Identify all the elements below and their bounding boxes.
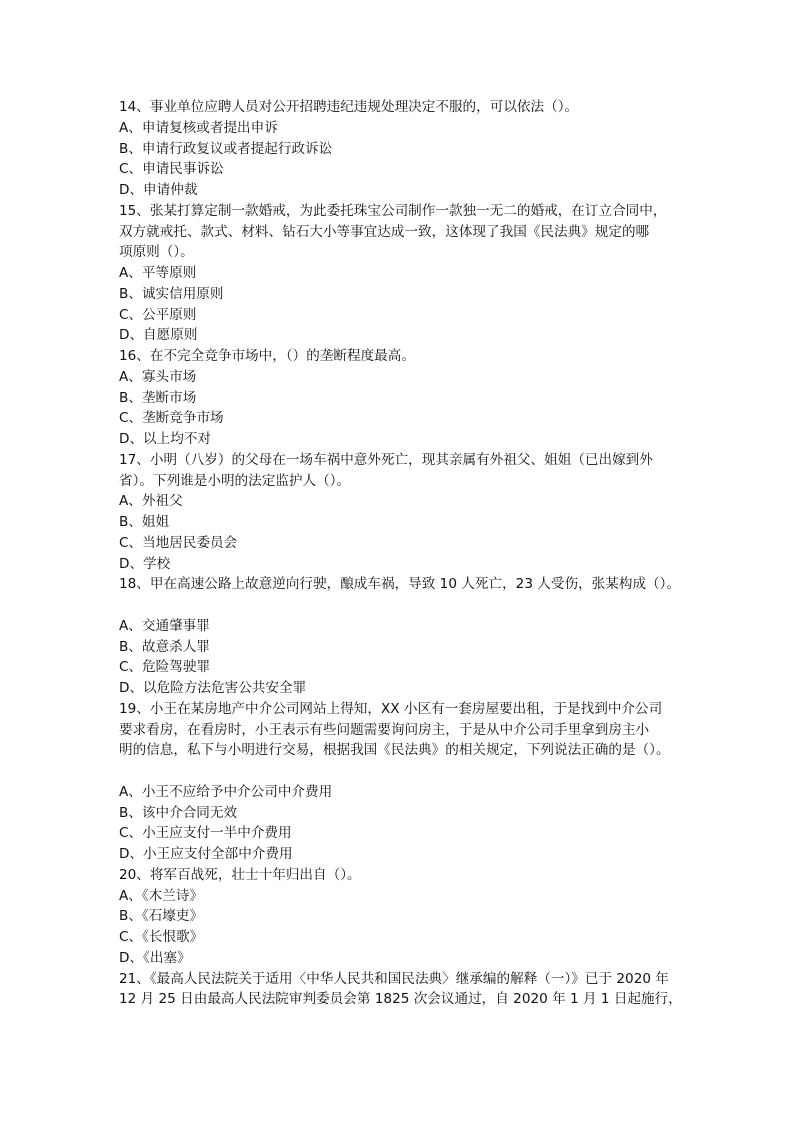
question-block: [119, 346, 699, 450]
question-block: [119, 97, 699, 201]
question-stem-line: 12 月 25 日由最高人民法院审判委员会第 1825 次会议通过，自 2020 年 1 月 1 日起施行，: [119, 991, 682, 1008]
question-stem-line: 15、张某打算定制一款婚戒，为此委托珠宝公司制作一款独一无二的婚戒，在订立合同中，: [119, 202, 667, 219]
answer-option: C、危险驾驶罪: [119, 659, 211, 676]
question-stem-line: 18、甲在高速公路上故意逆向行驶，酿成车祸，导致 10 人死亡，23 人受伤，张某构成（）。: [119, 576, 681, 593]
answer-option: B、《石壕吏》: [119, 908, 204, 925]
question-stem-line: 明的信息，私下与小明进行交易，根据我国《民法典》的相关规定，下列说法正确的是（）。: [119, 742, 670, 759]
answer-option: D、《出塞》: [119, 949, 191, 966]
answer-option: A、寡头市场: [119, 368, 197, 385]
document-page: [119, 97, 699, 1010]
question-block: [119, 450, 699, 575]
answer-option: A、《木兰诗》: [119, 887, 204, 904]
answer-option: A、交通肇事罪: [119, 617, 210, 634]
question-block: [119, 969, 699, 1011]
answer-option: D、自愿原则: [119, 327, 198, 344]
blank-line: [119, 595, 699, 616]
answer-option: B、垄断市场: [119, 389, 197, 406]
answer-option: A、小王不应给予中介公司中介费用: [119, 783, 333, 800]
question-stem-line: 14、事业单位应聘人员对公开招聘违纪违规处理决定不服的，可以依法（）。: [119, 99, 579, 115]
answer-option: C、《长恨歌》: [119, 929, 204, 945]
answer-option: B、申请行政复议或者提起行政诉讼: [119, 140, 333, 157]
answer-option: B、故意杀人罪: [119, 638, 210, 655]
answer-option: A、平等原则: [119, 265, 197, 281]
question-stem-line: 要求看房，在看房时，小王表示有些问题需要询问房主，于是从中介公司手里拿到房主小: [119, 721, 650, 738]
answer-option: A、外祖父: [119, 493, 183, 510]
question-stem-line: 19、小王在某房地产中介公司网站上得知，XX 小区有一套房屋要出租，于是找到中介公司: [119, 700, 663, 717]
question-stem-line: 16、在不完全竞争市场中，（）的垄断程度最高。: [119, 348, 415, 364]
question-block: [119, 865, 699, 969]
question-stem-line: 省）。下列谁是小明的法定监护人（）。: [119, 472, 351, 489]
question-block: [119, 699, 699, 865]
answer-option: D、小王应支付全部中介费用: [119, 846, 293, 862]
blank-line: [119, 761, 699, 782]
answer-option: C、公平原则: [119, 306, 197, 323]
answer-option: C、申请民事诉讼: [119, 161, 224, 178]
answer-option: D、申请仲裁: [119, 182, 198, 198]
question-block: [119, 201, 699, 346]
answer-option: C、垄断竞争市场: [119, 410, 224, 427]
question-stem-line: 项原则（）。: [119, 244, 194, 261]
question-stem-line: 双方就戒托、款式、材料、钻石大小等事宜达成一致，这体现了我国《民法典》规定的哪: [119, 223, 650, 240]
answer-option: B、姐姐: [119, 514, 170, 530]
answer-option: B、该中介合同无效: [119, 804, 238, 821]
question-stem-line: 20、将军百战死，壮士十年归出自（）。: [119, 866, 361, 883]
answer-option: D、学校: [119, 555, 171, 572]
answer-option: D、以危险方法危害公共安全罪: [119, 680, 307, 696]
answer-option: D、以上均不对: [119, 431, 212, 447]
answer-option: C、小王应支付一半中介费用: [119, 825, 292, 842]
answer-option: A、申请复核或者提出申诉: [119, 119, 278, 136]
question-stem-line: 21、《最高人民法院关于适用〈中华人民共和国民法典〉继承编的解释（一）》已于 2020 年: [119, 970, 669, 987]
question-block: [119, 574, 699, 699]
answer-option: B、诚实信用原则: [119, 285, 224, 302]
answer-option: C、当地居民委员会: [119, 534, 238, 551]
question-stem-line: 17、小明（八岁）的父母在一场车祸中意外死亡，现其亲属有外祖父、姐姐（已出嫁到外: [119, 451, 653, 468]
